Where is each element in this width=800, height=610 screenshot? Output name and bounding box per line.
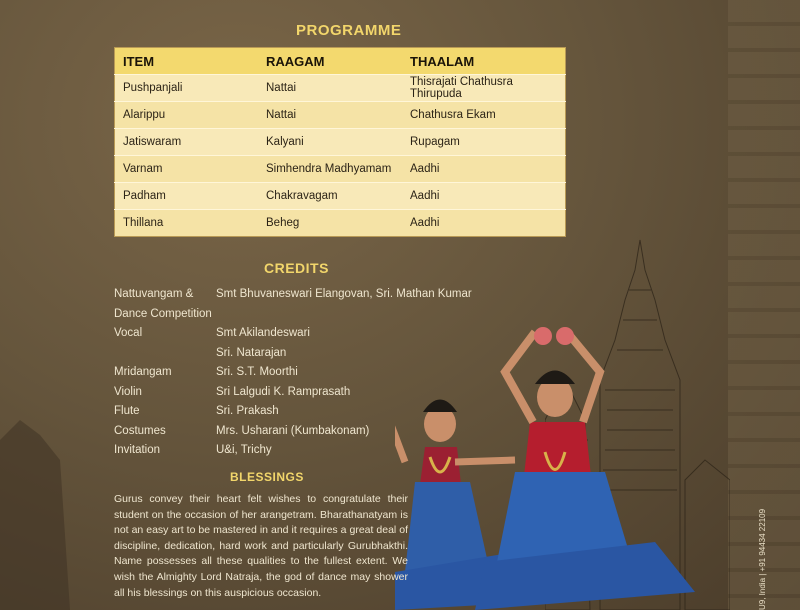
cell-thaalam: Rupagam	[402, 129, 566, 156]
credit-name: Mrs. Usharani (Kumbakonam)	[216, 424, 370, 437]
side-contact-text	[758, 480, 770, 610]
header-thaalam: THAALAM	[402, 48, 566, 75]
cell-thaalam: Aadhi	[402, 210, 566, 237]
credit-name: Smt Akilandeswari	[216, 327, 310, 339]
cell-thaalam: Chathusra Ekam	[402, 102, 566, 129]
table-row	[115, 129, 566, 156]
credit-role: Dance Competition	[114, 307, 212, 320]
table-row	[115, 156, 566, 183]
cell-raagam: Nattai	[258, 102, 402, 129]
cell-raagam: Nattai	[258, 75, 402, 102]
credit-row	[114, 383, 494, 403]
credit-name: Sri. S.T. Moorthi	[216, 366, 298, 378]
credits-title: CREDITS	[264, 260, 329, 276]
temple-silhouette-left	[0, 380, 70, 610]
cell-thaalam: Aadhi	[402, 183, 566, 210]
cell-raagam: Kalyani	[258, 129, 402, 156]
cell-item: Varnam	[115, 156, 259, 183]
credit-row	[114, 402, 494, 422]
credit-name: Smt Bhuvaneswari Elangovan, Sri. Mathan Kumar	[216, 288, 472, 300]
credit-role: Vocal	[114, 327, 143, 339]
credit-row	[114, 441, 494, 461]
credit-row	[114, 344, 494, 364]
credit-role: Invitation	[114, 444, 161, 456]
blessings-title: BLESSINGS	[230, 470, 304, 484]
credit-row	[114, 305, 494, 325]
programme-title: PROGRAMME	[296, 22, 402, 39]
cell-item: Pushpanjali	[115, 75, 259, 102]
blessings-text: Gurus convey their heart felt wishes to congratulate their student on the occasion of her arangetram. Bharathanatyam is not an easy art to be mastered in and it requires a great deal of discipline, dedication, hard work and particularly Gurubhakthi. Name possesses all these qualities to the fullest extent. We wish the Almighty Lord Natraja, the god of dance may shower all his blessings on this auspicious occasion.	[114, 493, 408, 599]
credit-role: Flute	[114, 405, 140, 417]
table-row	[115, 102, 566, 129]
table-row	[115, 183, 566, 210]
side-contact-label: U9, India | +91 94434 22109	[758, 508, 767, 610]
credit-role: Violin	[114, 385, 142, 398]
table-row	[115, 210, 566, 237]
credit-name: Sri. Prakash	[216, 405, 279, 417]
cell-thaalam: Aadhi	[402, 156, 566, 183]
cell-raagam: Beheg	[258, 210, 402, 237]
programme-table	[114, 47, 566, 237]
credit-row	[114, 324, 494, 344]
cell-raagam: Chakravagam	[258, 183, 402, 210]
credit-role: Nattuvangam &	[114, 288, 194, 300]
credit-role	[114, 344, 216, 364]
credit-role: Costumes	[114, 424, 166, 437]
cell-raagam: Simhendra Madhyamam	[258, 156, 402, 183]
cell-item: Jatiswaram	[115, 129, 259, 156]
credit-row	[114, 422, 494, 442]
credit-role: Mridangam	[114, 366, 172, 378]
cell-item: Alarippu	[115, 102, 259, 129]
table-header-row	[115, 48, 566, 75]
credit-row	[114, 363, 494, 383]
header-item: ITEM	[115, 48, 259, 75]
header-raagam: RAAGAM	[258, 48, 402, 75]
table-row	[115, 75, 566, 102]
credit-name: Sri Lalgudi K. Ramprasath	[216, 385, 351, 398]
cell-item: Thillana	[115, 210, 259, 237]
cell-thaalam: Thisrajati Chathusra Thirupuda	[402, 75, 566, 102]
credit-name: U&i, Trichy	[216, 444, 272, 456]
credit-name: Sri. Natarajan	[216, 346, 287, 359]
cell-item: Padham	[115, 183, 259, 210]
credits-list	[114, 285, 494, 461]
credit-row	[114, 285, 494, 305]
